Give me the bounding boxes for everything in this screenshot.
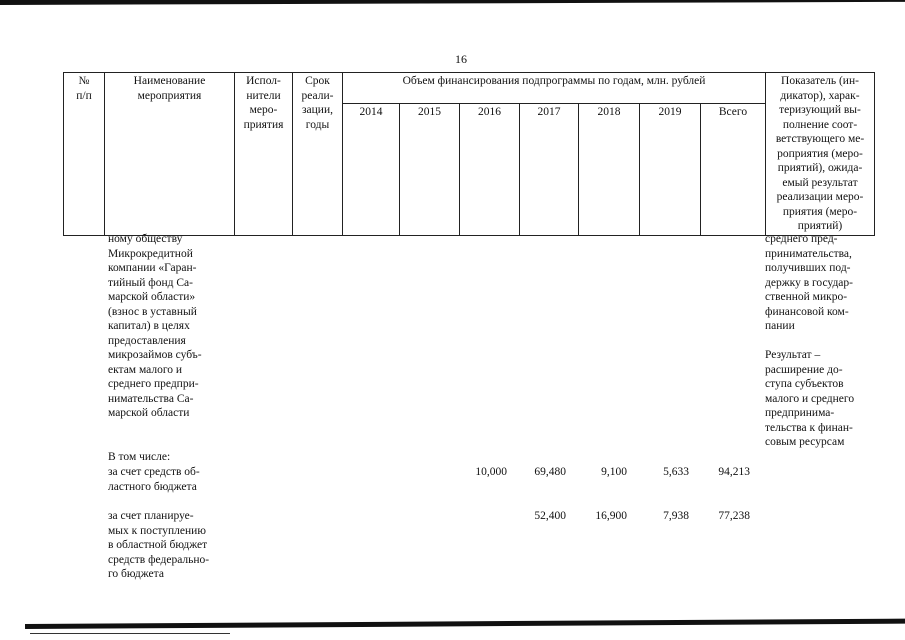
- row-value-2019: 7,938: [663, 510, 689, 522]
- row-value-2018: 16,900: [595, 510, 627, 522]
- header-funding: Объем финансирования подпрограммы по годам, млн. рублей: [343, 73, 766, 104]
- header-num: № п/п: [64, 73, 105, 236]
- row-value-2019: 5,633: [663, 466, 689, 478]
- year-2019: 2019: [640, 103, 701, 235]
- row-label: за счет средств об- ластного бюджета: [108, 466, 200, 493]
- row-value-total: 94,213: [718, 466, 750, 478]
- funding-table: [63, 72, 875, 236]
- row-value-2018: 9,100: [601, 466, 627, 478]
- bottom-border-line: [25, 619, 905, 629]
- row-label: за счет планируе- мых к поступлению в областной бюджет средств федерально- го бюджета: [108, 510, 210, 580]
- bottom-thin-line: [30, 633, 230, 634]
- page-number: 16: [455, 52, 467, 66]
- year-2016: 2016: [460, 103, 520, 235]
- indicator-text: среднего пред- принимательства, получивших под- держку в государ- ственной микро- финансовой ком- пании Результат – расширение до- ступа субъектов малого и среднего предпринима- тельства к финан- совым ресурсам: [765, 233, 855, 448]
- row-value-total: 77,238: [718, 510, 750, 522]
- year-2018: 2018: [579, 103, 640, 235]
- row-value-2016: 10,000: [475, 466, 507, 478]
- header-executors: Испол- нители меро- приятия: [235, 73, 293, 236]
- header-term: Срок реали- зации, годы: [293, 73, 343, 236]
- top-border-line: [0, 0, 905, 5]
- header-name: Наименование мероприятия: [105, 73, 235, 236]
- year-total: Всего: [701, 103, 766, 235]
- year-2015: 2015: [400, 103, 460, 235]
- including-label: В том числе:: [108, 451, 171, 463]
- row-value-2017: 52,400: [534, 510, 566, 522]
- header-indicator: Показатель (ин- дикатор), харак- теризующий вы- полнение соот- ветствующего ме- роприятия (меро- приятий), ожида- емый результат реализации меро- приятия (меро- приятий): [766, 73, 875, 236]
- row-value-2017: 69,480: [534, 466, 566, 478]
- year-2017: 2017: [520, 103, 579, 235]
- measure-name-text: ному обществу Микрокредитной компании «Гаран- тийный фонд Са- марской области» (взнос в уставный капитал) в целях предоставления микрозаймов субъ- ектам малого и среднего предпри- нимательства Са- марской области: [108, 233, 202, 419]
- year-2014: 2014: [343, 103, 400, 235]
